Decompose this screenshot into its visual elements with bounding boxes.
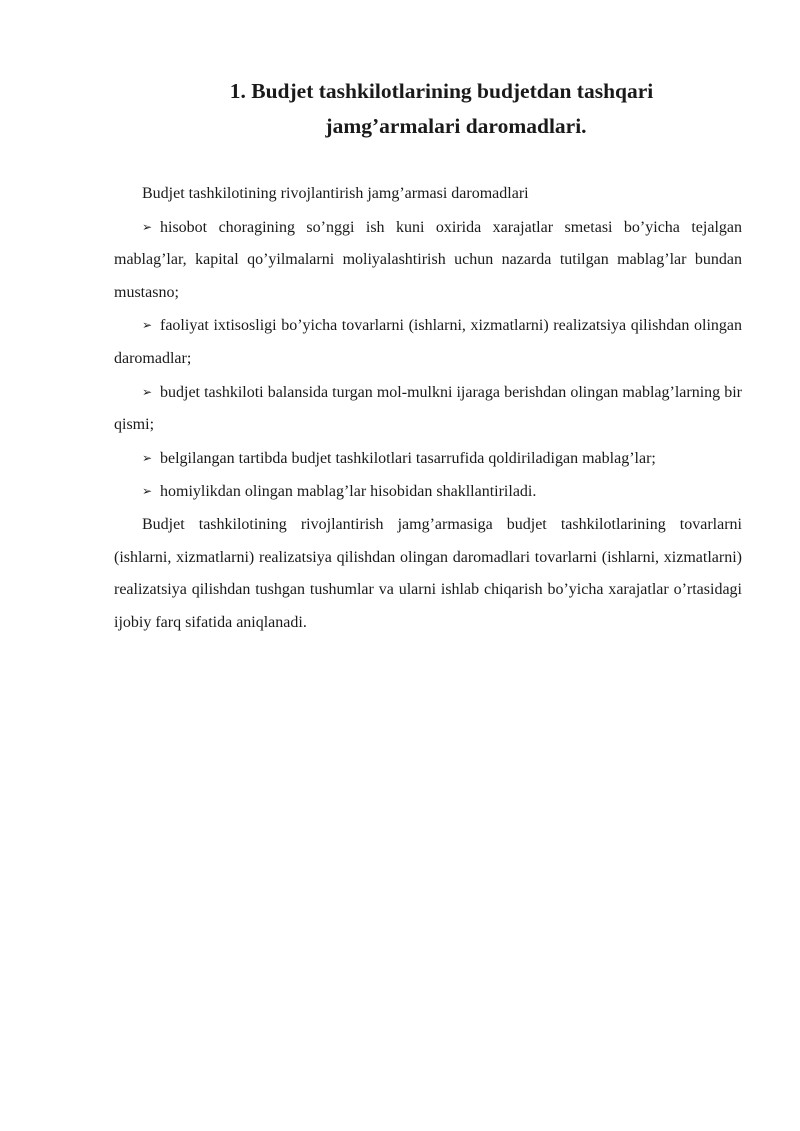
document-page: [114, 74, 742, 639]
arrow-bullet-icon: ➢: [142, 219, 153, 234]
bullet-item: [114, 442, 742, 476]
arrow-bullet-icon: ➢: [142, 318, 153, 333]
intro-paragraph: Budjet tashkilotining rivojlantirish jamg’armasi daromadlari: [142, 185, 529, 202]
section-title-line-1: 1. Budjet tashkilotlarining budjetdan tashqari: [229, 79, 654, 103]
bullet-text: budjet tashkiloti balansida turgan mol-mulkni ijaraga berishdan olingan mablag’larning bir qismi;: [114, 383, 742, 434]
bullet-text: hisobot choragining so’nggi ish kuni oxirida xarajatlar smetasi bo’yicha tejalgan mablag’lar, kapital qo’yilmalarni moliyalashtirish uchun nazarda tutilgan mablag’lar bundan mustasno;: [114, 218, 742, 301]
bullet-text: homiylikdan olingan mablag’lar hisobidan shakllantiriladi.: [160, 483, 537, 501]
section-title: [114, 74, 742, 144]
bullet-item: [114, 211, 742, 310]
section-title-line-2: jamg’armalari daromadlari.: [325, 114, 587, 138]
bullet-item: [114, 475, 742, 509]
arrow-bullet-icon: ➢: [142, 484, 153, 499]
document-body: [114, 178, 742, 639]
arrow-bullet-icon: ➢: [142, 450, 153, 465]
bullet-text: faoliyat ixtisosligi bo’yicha tovarlarni (ishlarni, xizmatlarni) realizatsiya qilishdan olingan daromadlar;: [114, 317, 742, 367]
bullet-item: [114, 309, 742, 375]
arrow-bullet-icon: ➢: [142, 384, 153, 399]
bullet-text: belgilangan tartibda budjet tashkilotlari tasarrufida qoldiriladigan mablag’lar;: [160, 449, 656, 467]
bullet-item: [114, 376, 742, 442]
closing-paragraph: Budjet tashkilotining rivojlantirish jamg’armasiga budjet tashkilotlarining tovarlarni (ishlarni, xizmatlarni) realizatsiya qilishdan olingan daromadlari tovarlarni (ishlarni, xizmatlarni) realizatsiya qilishdan tushgan tushumlar va ularni ishlab chiqarish bo’yicha xarajatlar o’rtasidagi ijobiy farq sifatida aniqlanadi.: [114, 515, 742, 631]
